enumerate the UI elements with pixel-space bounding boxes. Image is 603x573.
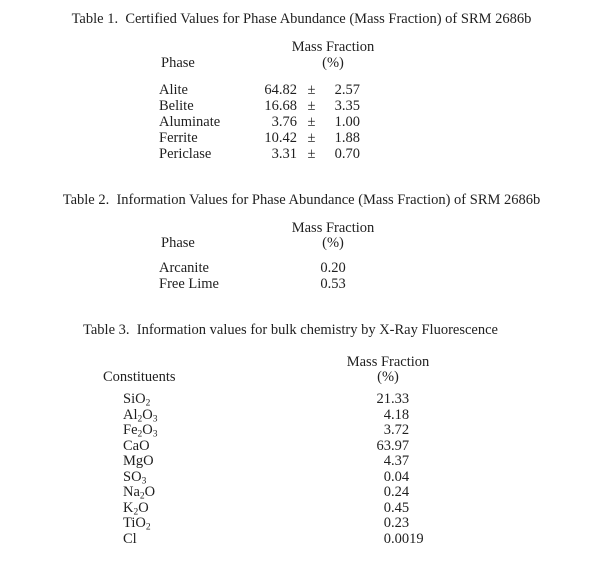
value-cell: 3.31 [271,146,297,162]
table2-phase-header: Phase [161,235,195,251]
value-cell: 4.37 [383,453,410,469]
value-cell: 0.23 [383,515,410,531]
table-row [0,453,603,469]
table-row [0,484,603,500]
constituent-cell: SiO$_2$ [123,391,151,409]
constituent-cell: Cl [123,530,137,547]
value-cell: 16.68 [264,98,297,114]
constituent-cell: MgO [123,453,154,469]
constituent-cell: $K_2O$ [123,499,149,517]
table-row [0,260,603,276]
table2-header-row [0,220,603,236]
value-cell: 0.45 [383,499,410,516]
plus-minus-sign: ± [307,130,316,146]
table-row [0,114,603,130]
constituent-cell: $Al_2O_3$ [123,406,158,424]
table1-header-row [0,39,603,55]
table3-title: Table 3. Information values for bulk chemistry by X-Ray Fluorescence [83,322,498,338]
table3-header-row [0,354,603,370]
phase-cell: Aluminate [159,114,221,130]
plus-minus-sign: ± [307,114,316,130]
constituent-cell: CaO [123,437,150,454]
table1-subheader-row [0,55,603,71]
table-row [0,422,603,438]
plus-minus-sign: ± [307,146,316,162]
table-row [0,146,603,162]
constituent-cell: $Fe_2O_3$ [123,422,158,440]
value-cell: 10.42 [264,130,297,146]
table-row [0,82,603,98]
value-cell: 0.20 [320,260,346,276]
value-cell: 0.53 [320,276,346,292]
value-cell: 0.0019 [383,530,424,547]
phase-cell: Ferrite [159,130,198,146]
table2-percent-header: (%) [322,235,344,251]
table-row [0,98,603,114]
table-row [0,407,603,423]
uncertainty-cell: 1.88 [334,130,360,146]
value-cell: 64.82 [264,82,297,98]
table1-percent-header: (%) [322,55,344,71]
table-row [0,438,603,454]
table-row [0,531,603,547]
uncertainty-cell: 3.35 [334,98,360,114]
uncertainty-cell: 0.70 [334,146,360,162]
value-cell: 3.76 [271,114,297,130]
table3-constituents-header: Constituents [103,369,176,385]
table2-subheader-row [0,235,603,251]
phase-cell: Alite [159,82,188,98]
table1-phase-header: Phase [161,55,195,71]
table2-mass-fraction-header: Mass Fraction [291,220,375,236]
phase-cell: Free Lime [159,276,219,292]
value-cell: 3.72 [383,422,410,438]
table2-title: Table 2. Information Values for Phase Abundance (Mass Fraction) of SRM 2686b [62,192,541,208]
value-cell: 0.24 [383,484,410,500]
phase-cell: Belite [159,98,194,114]
table3-mass-fraction-header: Mass Fraction [346,354,430,370]
table3-subheader-row [0,369,603,385]
table-row [0,500,603,516]
value-cell: 21.33 [376,391,410,407]
table-row [0,515,603,531]
table3-percent-header: (%) [377,369,399,385]
table-row [0,276,603,292]
table-row [0,391,603,407]
table1-mass-fraction-header: Mass Fraction [291,39,375,55]
plus-minus-sign: ± [307,98,316,114]
uncertainty-cell: 1.00 [334,114,360,130]
constituent-cell: $SO_3$ [123,468,147,486]
uncertainty-cell: 2.57 [334,82,360,98]
phase-cell: Arcanite [159,260,209,276]
value-cell: 63.97 [376,437,410,454]
table1-title: Table 1. Certified Values for Phase Abundance (Mass Fraction) of SRM 2686b [71,11,532,27]
table-row [0,130,603,146]
constituent-cell: TiO$_2$ [123,515,151,533]
table-row [0,469,603,485]
value-cell: 0.04 [383,468,410,485]
constituent-cell: $Na_2O$ [123,484,156,502]
plus-minus-sign: ± [307,82,316,98]
value-cell: 4.18 [383,406,410,423]
phase-cell: Periclase [159,146,212,162]
